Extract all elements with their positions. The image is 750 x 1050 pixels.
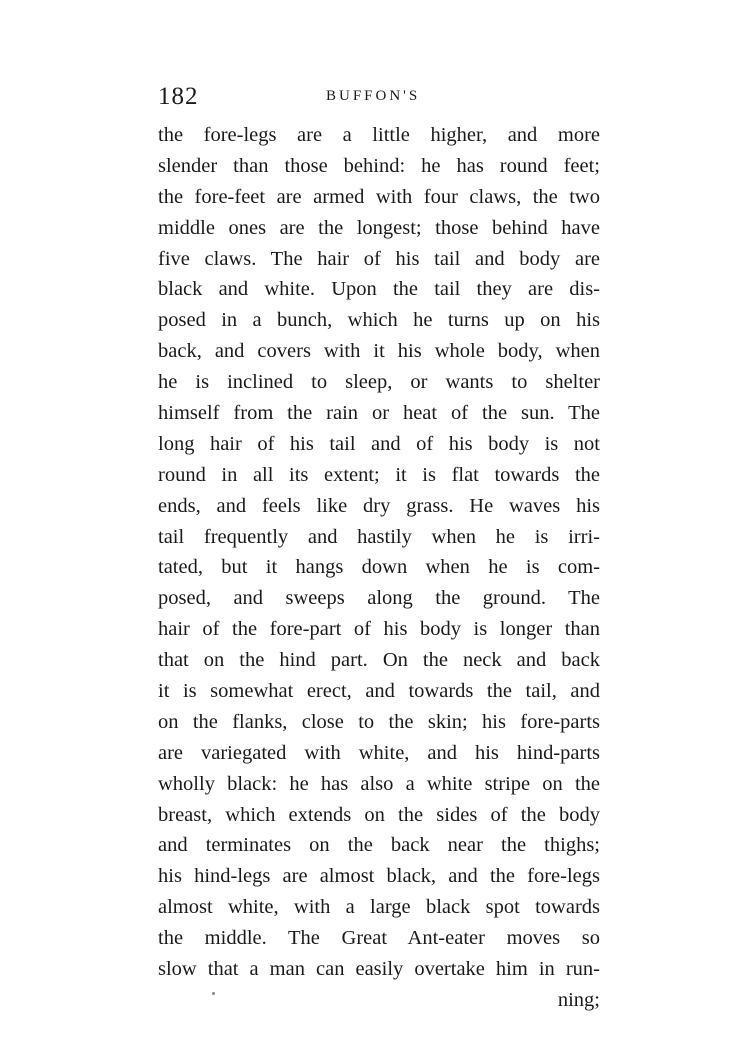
text-line: the middle. The Great Ant-eater moves so	[158, 927, 600, 950]
body-text	[158, 120, 600, 1016]
text-line: he is inclined to sleep, or wants to shelter	[158, 371, 600, 394]
text-line: breast, which extends on the sides of the body	[158, 803, 600, 826]
text-line: the fore-feet are armed with four claws, the two	[158, 185, 600, 208]
text-line: black and white. Upon the tail they are dis-	[158, 278, 600, 301]
running-title: BUFFON'S	[326, 88, 421, 104]
text-line: ends, and feels like dry grass. He waves his	[158, 494, 600, 517]
text-line: on the flanks, close to the skin; his fore-parts	[158, 710, 600, 733]
catchword: ning;	[557, 988, 600, 1011]
text-line: round in all its extent; it is flat towards the	[158, 463, 600, 486]
page-header	[158, 83, 600, 117]
text-line: slow that a man can easily overtake him in run-	[158, 958, 600, 981]
text-line: tail frequently and hastily when he is irri-	[158, 525, 600, 548]
text-line: slender than those behind: he has round feet;	[158, 154, 600, 177]
text-line: the fore-legs are a little higher, and more	[158, 124, 600, 146]
text-line: and terminates on the back near the thighs;	[158, 834, 600, 857]
text-line: are variegated with white, and his hind-parts	[158, 741, 600, 764]
text-line: long hair of his tail and of his body is not	[158, 432, 600, 455]
text-line: that on the hind part. On the neck and back	[158, 649, 600, 672]
text-line: it is somewhat erect, and towards the tail, and	[158, 680, 600, 703]
text-line: posed, and sweeps along the ground. The	[158, 587, 600, 610]
paper-speck	[212, 992, 215, 995]
text-line: his hind-legs are almost black, and the fore-legs	[158, 865, 600, 888]
text-line: posed in a bunch, which he turns up on his	[158, 309, 600, 332]
text-line: five claws. The hair of his tail and body are	[158, 247, 600, 270]
page-number: 182	[158, 83, 199, 110]
text-line: middle ones are the longest; those behind have	[158, 216, 600, 239]
text-line: himself from the rain or heat of the sun. The	[158, 402, 600, 425]
text-line: almost white, with a large black spot towards	[158, 896, 600, 919]
text-line: tated, but it hangs down when he is com-	[158, 556, 600, 579]
text-line: back, and covers with it his whole body, when	[158, 340, 600, 363]
text-line: wholly black: he has also a white stripe on the	[158, 772, 600, 795]
text-line: hair of the fore-part of his body is longer than	[158, 618, 600, 641]
